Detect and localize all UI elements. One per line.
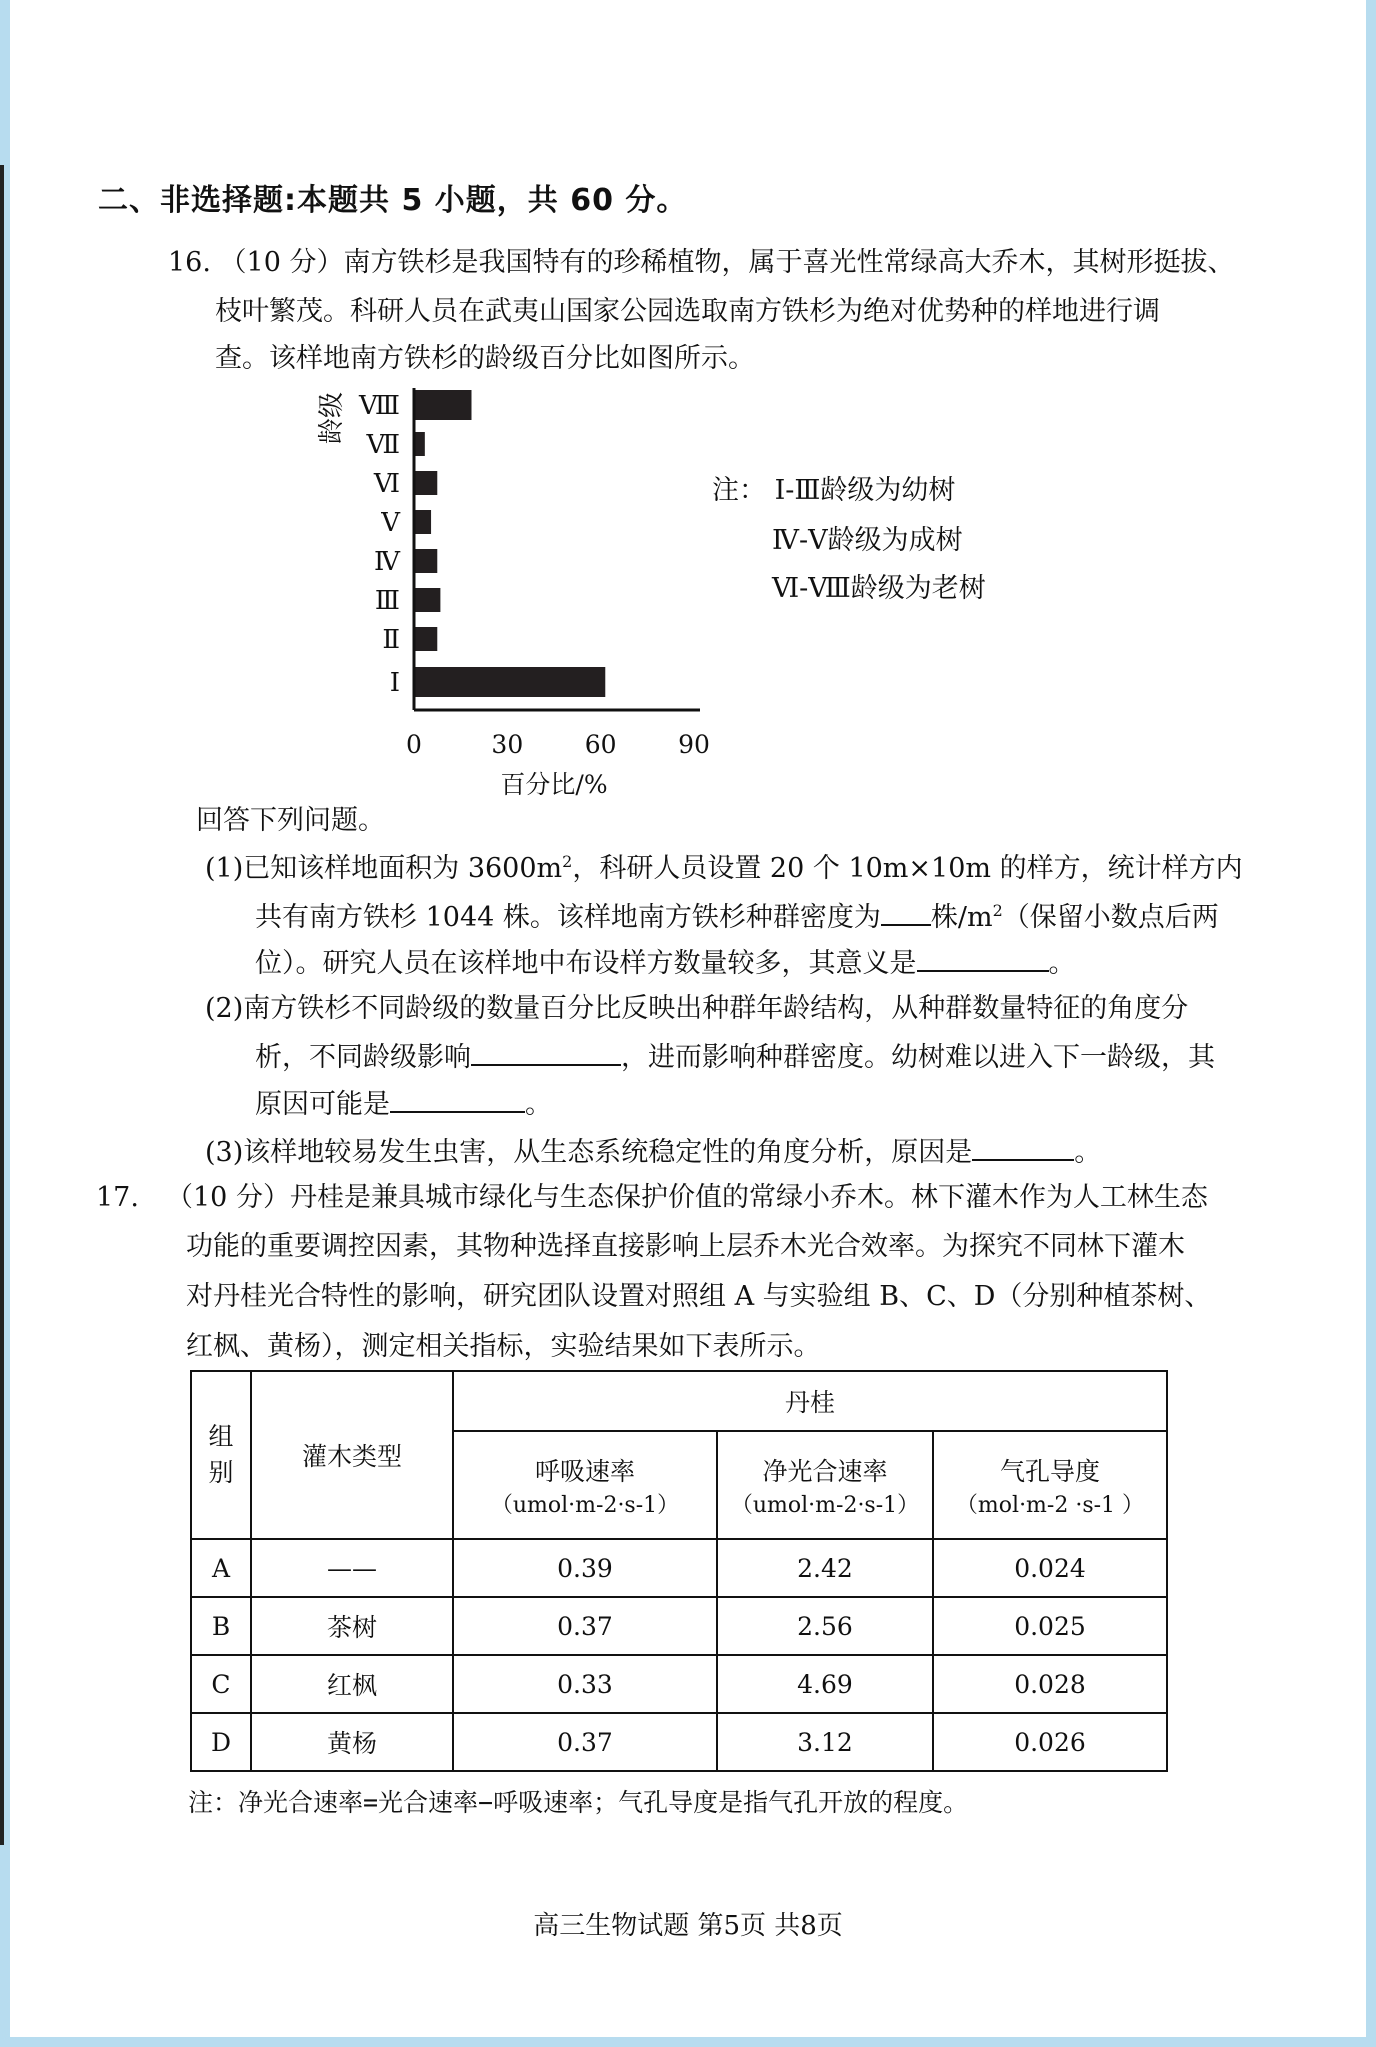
bar-age-class-3 bbox=[416, 588, 441, 612]
q17-line-2: 功能的重要调控因素，其物种选择直接影响上层乔木光合效率。为探究不同林下灌木 bbox=[186, 1231, 1185, 1262]
table-row bbox=[191, 1539, 1167, 1597]
bar-age-class-2 bbox=[416, 627, 438, 651]
answer-blank-influence[interactable] bbox=[471, 1038, 621, 1066]
q16-part1-line-3: 位）。研究人员在该样地中布设样方数量较多，其意义是 。 bbox=[255, 944, 1076, 981]
cell-shrub: 茶树 bbox=[251, 1597, 453, 1655]
y-tick-label: Ⅱ bbox=[382, 625, 400, 655]
header-stomatal-conductance: 气孔导度 （mol·m-2 ·s-1 ） bbox=[933, 1431, 1167, 1539]
cell-group: C bbox=[191, 1655, 251, 1713]
results-table bbox=[190, 1370, 1168, 1772]
q16-part2-line-1: (2)南方铁杉不同龄级的数量百分比反映出种群年龄结构，从种群数量特征的角度分 bbox=[205, 993, 1189, 1024]
binding-spine bbox=[0, 165, 4, 1845]
chart-labels bbox=[317, 391, 710, 799]
age-class-bar-chart bbox=[300, 380, 780, 800]
bar-age-class-8 bbox=[416, 390, 472, 420]
cell-shrub: 黄杨 bbox=[251, 1713, 453, 1771]
cell-respiration: 0.33 bbox=[453, 1655, 717, 1713]
bar-age-class-1 bbox=[416, 667, 606, 697]
q16-part1-line-1: (1)已知该样地面积为 $3600m^2$，科研人员设置 20 个 10m×10m 的样方，统计样方内 bbox=[205, 852, 1243, 884]
y-tick-label: Ⅵ bbox=[373, 469, 400, 499]
header-net-photosynthesis: 净光合速率 （umol·m-2·s-1） bbox=[717, 1431, 933, 1539]
cell-respiration: 0.39 bbox=[453, 1539, 717, 1597]
table-note: 注：净光合速率=光合速率−呼吸速率；气孔导度是指气孔开放的程度。 bbox=[188, 1788, 969, 1817]
answer-blank-significance[interactable] bbox=[917, 944, 1049, 972]
q16-part3: (3)该样地较易发生虫害，从生态系统稳定性的角度分析，原因是 。 bbox=[205, 1133, 1101, 1170]
cell-net-photosynthesis: 3.12 bbox=[717, 1713, 933, 1771]
header-plant: 丹桂 bbox=[453, 1371, 1167, 1431]
table-row bbox=[191, 1713, 1167, 1771]
bar-age-class-7 bbox=[416, 432, 425, 456]
q16-line-3: 查。该样地南方铁杉的龄级百分比如图所示。 bbox=[215, 343, 755, 374]
header-group: 组 别 bbox=[191, 1371, 251, 1539]
x-tick-label: 60 bbox=[584, 730, 617, 759]
chart-note-1: 注： Ⅰ-Ⅲ龄级为幼树 bbox=[712, 475, 956, 506]
x-tick-label: 30 bbox=[491, 730, 524, 759]
y-tick-label: Ⅳ bbox=[374, 547, 400, 577]
header-respiration: 呼吸速率 （umol·m-2·s-1） bbox=[453, 1431, 717, 1539]
bar-age-class-6 bbox=[416, 471, 438, 495]
chart-note-2: Ⅳ-Ⅴ龄级为成树 bbox=[772, 525, 963, 556]
chart-note-3: Ⅵ-Ⅷ龄级为老树 bbox=[772, 573, 986, 604]
x-tick-label: 90 bbox=[678, 730, 710, 759]
q16-part1-line-2: 共有南方铁杉 1044 株。该样地南方铁杉种群密度为 株$/m^2$（保留小数点后两 bbox=[255, 898, 1219, 935]
cell-stomatal-conductance: 0.024 bbox=[933, 1539, 1167, 1597]
table-row bbox=[191, 1655, 1167, 1713]
cell-stomatal-conductance: 0.026 bbox=[933, 1713, 1167, 1771]
chart-bars bbox=[416, 390, 606, 697]
y-axis-label: 龄级 bbox=[317, 391, 347, 445]
page-footer: 高三生物试题 第5页 共8页 bbox=[533, 1911, 843, 1941]
q16-line-1: 16. （10 分）南方铁杉是我国特有的珍稀植物，属于喜光性常绿高大乔木，其树形挺拔、 bbox=[168, 247, 1235, 278]
chart-axes bbox=[414, 388, 700, 710]
answer-blank-density[interactable] bbox=[881, 898, 931, 926]
cell-group: A bbox=[191, 1539, 251, 1597]
answer-intro: 回答下列问题。 bbox=[196, 805, 385, 836]
cell-net-photosynthesis: 2.56 bbox=[717, 1597, 933, 1655]
cell-group: B bbox=[191, 1597, 251, 1655]
x-axis-label: 百分比/% bbox=[500, 770, 608, 799]
page-frame-right bbox=[1366, 0, 1376, 2047]
q17-line-4: 红枫、黄杨），测定相关指标，实验结果如下表所示。 bbox=[186, 1331, 821, 1362]
cell-net-photosynthesis: 4.69 bbox=[717, 1655, 933, 1713]
cell-group: D bbox=[191, 1713, 251, 1771]
y-tick-label: Ⅴ bbox=[381, 508, 400, 538]
q16-part2-line-2: 析，不同龄级影响 ，进而影响种群密度。幼树难以进入下一龄级，其 bbox=[255, 1038, 1215, 1075]
page-frame-bottom bbox=[0, 2037, 1376, 2047]
q16-part2-line-3: 原因可能是 。 bbox=[255, 1085, 552, 1122]
answer-blank-stability[interactable] bbox=[972, 1133, 1074, 1161]
cell-stomatal-conductance: 0.028 bbox=[933, 1655, 1167, 1713]
q17-number: 17. bbox=[96, 1182, 139, 1213]
bar-age-class-5 bbox=[416, 510, 432, 534]
table-row bbox=[191, 1597, 1167, 1655]
q17-line-3: 对丹桂光合特性的影响，研究团队设置对照组 A 与实验组 B、C、D（分别种植茶树、 bbox=[186, 1281, 1212, 1312]
q16-line-2: 枝叶繁茂。科研人员在武夷山国家公园选取南方铁杉为绝对优势种的样地进行调 bbox=[215, 296, 1160, 327]
cell-shrub: —— bbox=[251, 1539, 453, 1597]
bar-age-class-4 bbox=[416, 549, 438, 573]
section-heading: 二、非选择题:本题共 5 小题，共 60 分。 bbox=[98, 183, 688, 218]
cell-respiration: 0.37 bbox=[453, 1597, 717, 1655]
y-tick-label: Ⅷ bbox=[359, 391, 400, 421]
q17-line-1: （10 分）丹桂是兼具城市绿化与生态保护价值的常绿小乔木。林下灌木作为人工林生态 bbox=[166, 1182, 1208, 1213]
cell-stomatal-conductance: 0.025 bbox=[933, 1597, 1167, 1655]
y-tick-label: Ⅰ bbox=[389, 668, 400, 698]
cell-shrub: 红枫 bbox=[251, 1655, 453, 1713]
cell-net-photosynthesis: 2.42 bbox=[717, 1539, 933, 1597]
answer-blank-reason[interactable] bbox=[390, 1085, 525, 1113]
y-tick-label: Ⅲ bbox=[374, 586, 400, 616]
header-shrub-type: 灌木类型 bbox=[251, 1371, 453, 1539]
x-tick-label: 0 bbox=[406, 730, 422, 759]
cell-respiration: 0.37 bbox=[453, 1713, 717, 1771]
y-tick-label: Ⅶ bbox=[366, 430, 400, 460]
